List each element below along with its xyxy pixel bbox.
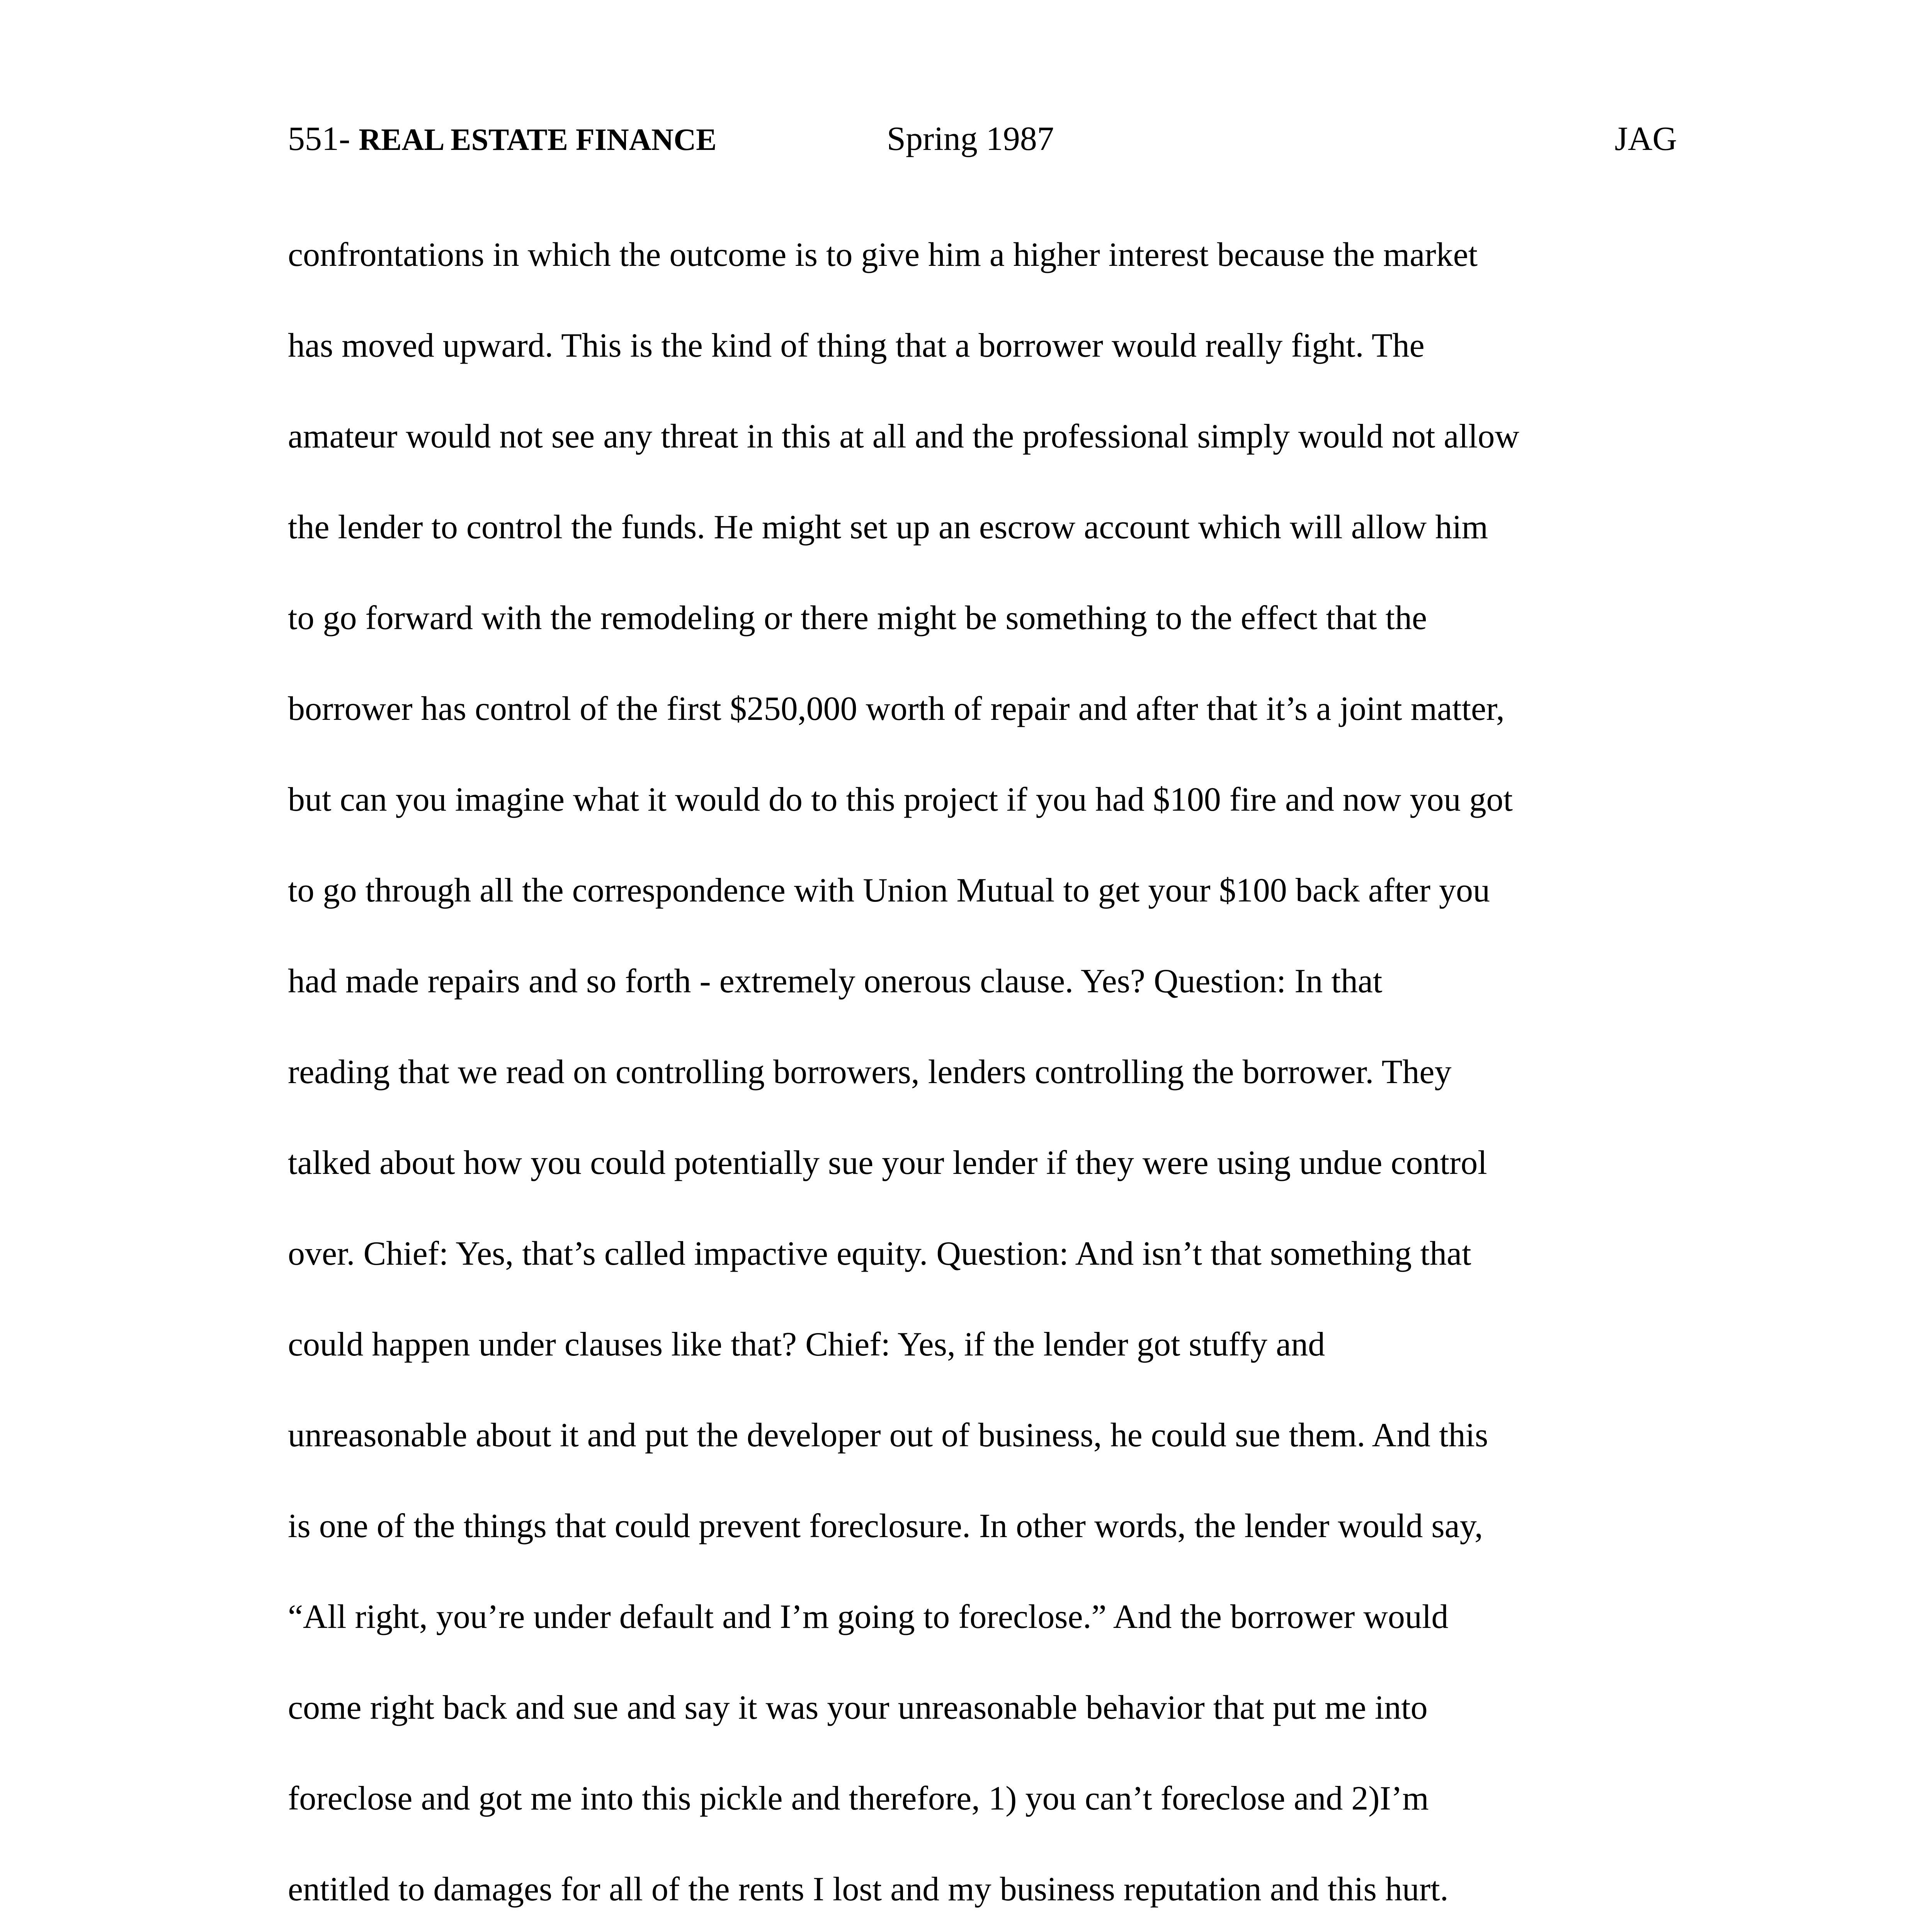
body-line: is one of the things that could prevent foreclosure. In other words, the lender would say, <box>288 1507 1483 1545</box>
body-line: confrontations in which the outcome is to give him a higher interest because the market <box>288 236 1478 274</box>
page-header <box>288 118 1677 160</box>
course-number: 551- <box>288 120 350 158</box>
body-line: could happen under clauses like that? Chief: Yes, if the lender got stuffy and <box>288 1326 1325 1363</box>
author-initials: JAG <box>1614 120 1677 158</box>
term-label: Spring 1987 <box>887 120 1054 158</box>
course-title: REAL ESTATE FINANCE <box>359 123 717 157</box>
body-line: come right back and sue and say it was your unreasonable behavior that put me into <box>288 1689 1428 1726</box>
body-line: entitled to damages for all of the rents I lost and my business reputation and this hurt. <box>288 1871 1449 1908</box>
body-line: unreasonable about it and put the developer out of business, he could sue them. And this <box>288 1417 1488 1454</box>
body-line: to go forward with the remodeling or there might be something to the effect that the <box>288 599 1427 637</box>
transcript-body <box>288 234 1694 1932</box>
body-line: over. Chief: Yes, that’s called impactive equity. Question: And isn’t that something that <box>288 1235 1471 1272</box>
body-line: foreclose and got me into this pickle and therefore, 1) you can’t foreclose and 2)I’m <box>288 1780 1429 1817</box>
body-line: to go through all the correspondence with Union Mutual to get your $100 back after you <box>288 872 1490 909</box>
course-heading <box>288 118 716 161</box>
body-line: “All right, you’re under default and I’m going to foreclose.” And the borrower would <box>288 1598 1449 1636</box>
body-line: borrower has control of the first $250,000 worth of repair and after that it’s a joint matter, <box>288 690 1505 728</box>
body-line: has moved upward. This is the kind of thing that a borrower would really fight. The <box>288 327 1425 364</box>
body-line: reading that we read on controlling borrowers, lenders controlling the borrower. They <box>288 1053 1452 1091</box>
body-line: had made repairs and so forth - extremely onerous clause. Yes? Question: In that <box>288 963 1383 1000</box>
body-line: but can you imagine what it would do to this project if you had $100 fire and now you got <box>288 781 1513 818</box>
body-line: amateur would not see any threat in this at all and the professional simply would not allow <box>288 418 1519 455</box>
body-line: talked about how you could potentially sue your lender if they were using undue control <box>288 1144 1487 1182</box>
body-line: the lender to control the funds. He might set up an escrow account which will allow him <box>288 509 1488 546</box>
